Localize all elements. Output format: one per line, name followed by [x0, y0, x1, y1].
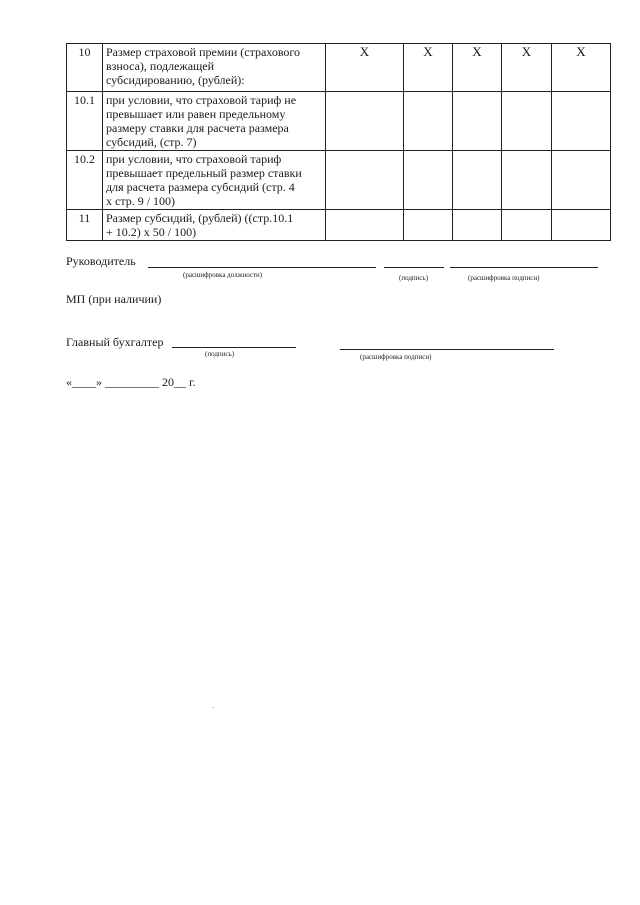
value-cell	[326, 92, 404, 151]
value-cell: Х	[552, 44, 611, 92]
row-description-line: размеру ставки для расчета размера	[106, 121, 289, 135]
value-cell	[404, 151, 453, 210]
accountant-decode-hint: (расшифровка подписи)	[360, 353, 432, 361]
row-number: 11	[67, 210, 103, 241]
row-number: 10.1	[67, 92, 103, 151]
row-description-line: х стр. 9 / 100)	[106, 194, 176, 208]
value-cell	[453, 210, 502, 241]
row-description	[103, 44, 326, 92]
row-description	[103, 151, 326, 210]
value-cell	[453, 92, 502, 151]
value-cell	[502, 92, 552, 151]
row-description-line: Размер страховой премии (страхового	[106, 45, 301, 59]
table-row	[67, 151, 611, 210]
row-description-line: Размер субсидий, (рублей) ((стр.10.1	[106, 211, 294, 225]
head-decode-line	[450, 267, 598, 268]
row-description-line: субсидий, (стр. 7)	[106, 135, 197, 149]
table-row	[67, 92, 611, 151]
accountant-decode-line	[340, 349, 554, 350]
table-row	[67, 210, 611, 241]
head-decode-hint: (расшифровка подписи)	[468, 274, 540, 282]
value-cell	[552, 151, 611, 210]
value-cell: Х	[326, 44, 404, 92]
value-cell: Х	[453, 44, 502, 92]
row-description-line: для расчета размера субсидий (стр. 4	[106, 180, 295, 194]
scan-speck	[213, 707, 214, 708]
accountant-label: Главный бухгалтер	[66, 335, 164, 349]
row-description-line: превышает или равен предельному	[106, 107, 286, 121]
head-label: Руководитель	[66, 254, 136, 268]
row-description-line: взноса), подлежащей	[106, 59, 215, 73]
stamp-label: МП (при наличии)	[66, 292, 162, 306]
table-body	[67, 44, 611, 241]
head-position-line	[148, 267, 376, 268]
value-cell	[326, 151, 404, 210]
value-cell	[453, 151, 502, 210]
value-cell	[404, 92, 453, 151]
head-signature-line	[384, 267, 444, 268]
head-signature-hint: (подпись)	[399, 274, 429, 282]
value-cell	[552, 92, 611, 151]
row-description-line: при условии, что страховой тариф	[106, 152, 282, 166]
date-line: «____» _________ 20__ г.	[66, 375, 196, 389]
value-cell	[326, 210, 404, 241]
accountant-signature-hint: (подпись)	[205, 350, 235, 358]
row-number: 10.2	[67, 151, 103, 210]
table-row	[67, 44, 611, 92]
value-cell	[552, 210, 611, 241]
value-cell	[502, 151, 552, 210]
subsidy-table	[66, 43, 611, 241]
value-cell: Х	[404, 44, 453, 92]
value-cell	[502, 210, 552, 241]
value-cell	[404, 210, 453, 241]
row-description	[103, 92, 326, 151]
row-description-line: при условии, что страховой тариф не	[106, 93, 297, 107]
row-description-line: субсидированию, (рублей):	[106, 73, 245, 87]
row-description-line: + 10.2) х 50 / 100)	[106, 225, 197, 239]
accountant-signature-line	[172, 347, 296, 348]
value-cell: Х	[502, 44, 552, 92]
row-number: 10	[67, 44, 103, 92]
row-description	[103, 210, 326, 241]
row-description-line: превышает предельный размер ставки	[106, 166, 302, 180]
head-position-hint: (расшифровка должности)	[183, 271, 263, 279]
